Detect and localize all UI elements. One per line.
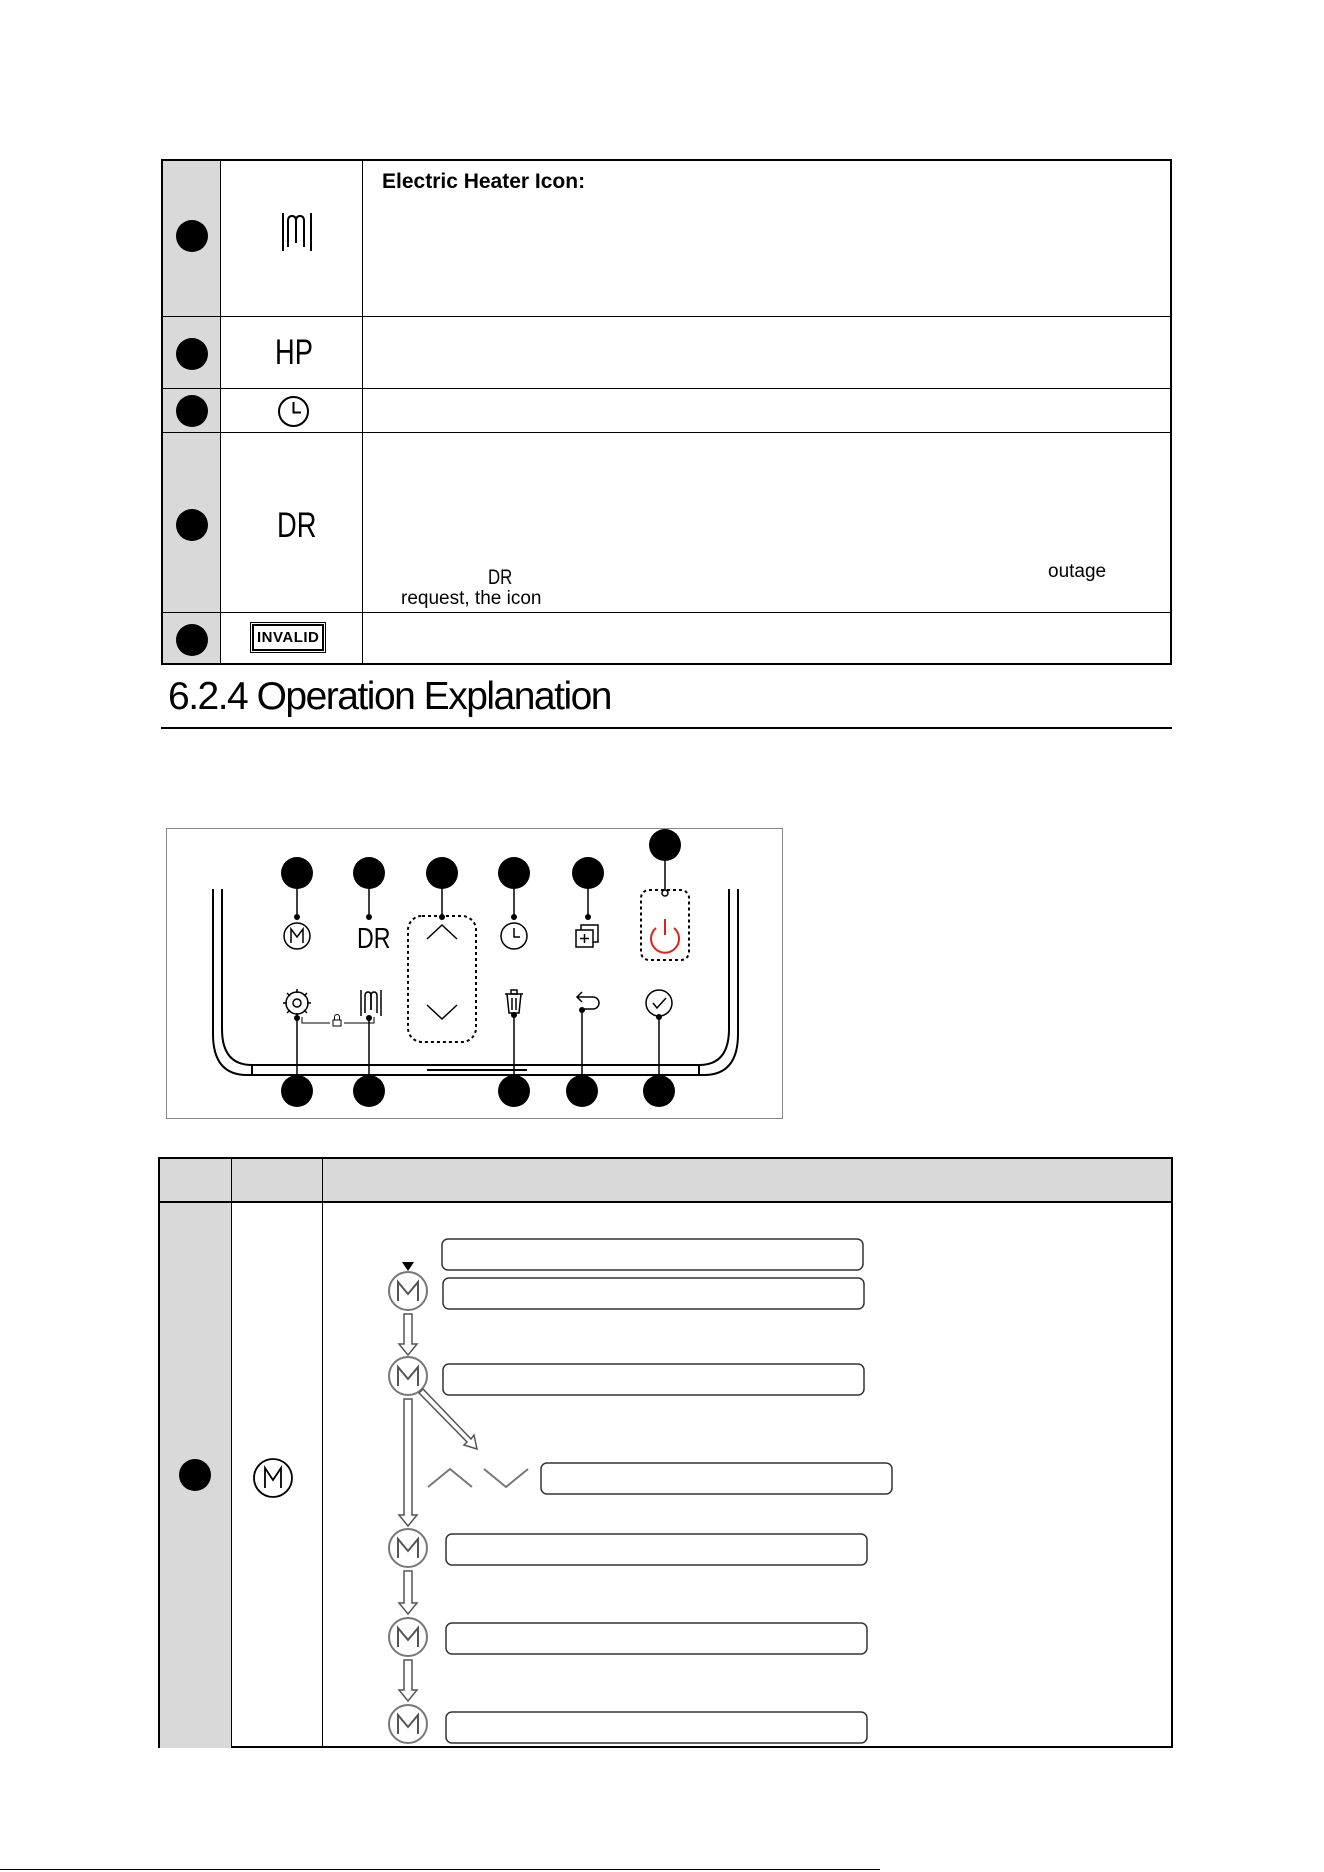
hp-icon: HP (275, 333, 313, 372)
mode-step-icon (389, 1272, 427, 1310)
trash-icon (505, 990, 523, 1013)
bottom-number-markers (281, 1007, 675, 1107)
table-header-row (160, 1159, 1171, 1203)
row-number-marker (176, 220, 208, 252)
check-icon (646, 990, 672, 1016)
mode-flow-chart (322, 1203, 1173, 1748)
row-number-marker (176, 395, 208, 427)
mode-step-icon (389, 1705, 427, 1743)
invalid-icon: INVALID (252, 624, 324, 651)
dr-inline-icon: DR (488, 566, 513, 589)
icon-legend-table (161, 159, 1172, 665)
row-number-marker (176, 338, 208, 370)
power-icon (641, 890, 689, 960)
clock-icon (501, 923, 527, 949)
row-divider (163, 612, 1170, 613)
row-divider (163, 316, 1170, 317)
clock-icon (277, 395, 310, 428)
back-icon (577, 992, 599, 1009)
page-footer-rule (0, 1869, 880, 1870)
dr-icon: DR (357, 921, 391, 955)
row-divider (163, 432, 1170, 433)
heading-underline (161, 727, 1172, 729)
up-down-arrows-icon (408, 916, 476, 1042)
copy-add-icon (576, 925, 598, 947)
section-heading: 6.2.4 Operation Explanation (168, 675, 612, 718)
mode-step-icon (389, 1529, 427, 1567)
electric-heater-title: Electric Heater Icon: (382, 170, 586, 193)
dr-description-fragment: request, the icon (401, 588, 542, 609)
mode-icon (284, 923, 310, 949)
dr-description-fragment: outage (1048, 561, 1107, 582)
row-divider (163, 388, 1170, 389)
start-marker (402, 1262, 414, 1271)
lock-combination-icon (302, 1015, 374, 1027)
row-number-marker (176, 624, 208, 656)
electric-heater-icon (361, 990, 381, 1016)
row-number-marker (176, 509, 208, 541)
operation-table (158, 1157, 1173, 1748)
control-panel-diagram (166, 828, 783, 1119)
column-divider (231, 1159, 232, 1748)
mode-step-icon (389, 1618, 427, 1656)
flow-step-boxes (442, 1239, 892, 1743)
electric-heater-icon (280, 213, 314, 251)
settings-icon (283, 989, 311, 1017)
dr-icon: DR (277, 506, 317, 545)
row-number-marker (179, 1459, 211, 1491)
mode-icon (252, 1457, 294, 1499)
mode-step-icon (389, 1357, 427, 1395)
top-number-markers (281, 829, 681, 920)
up-down-arrows-icon (428, 1469, 528, 1487)
